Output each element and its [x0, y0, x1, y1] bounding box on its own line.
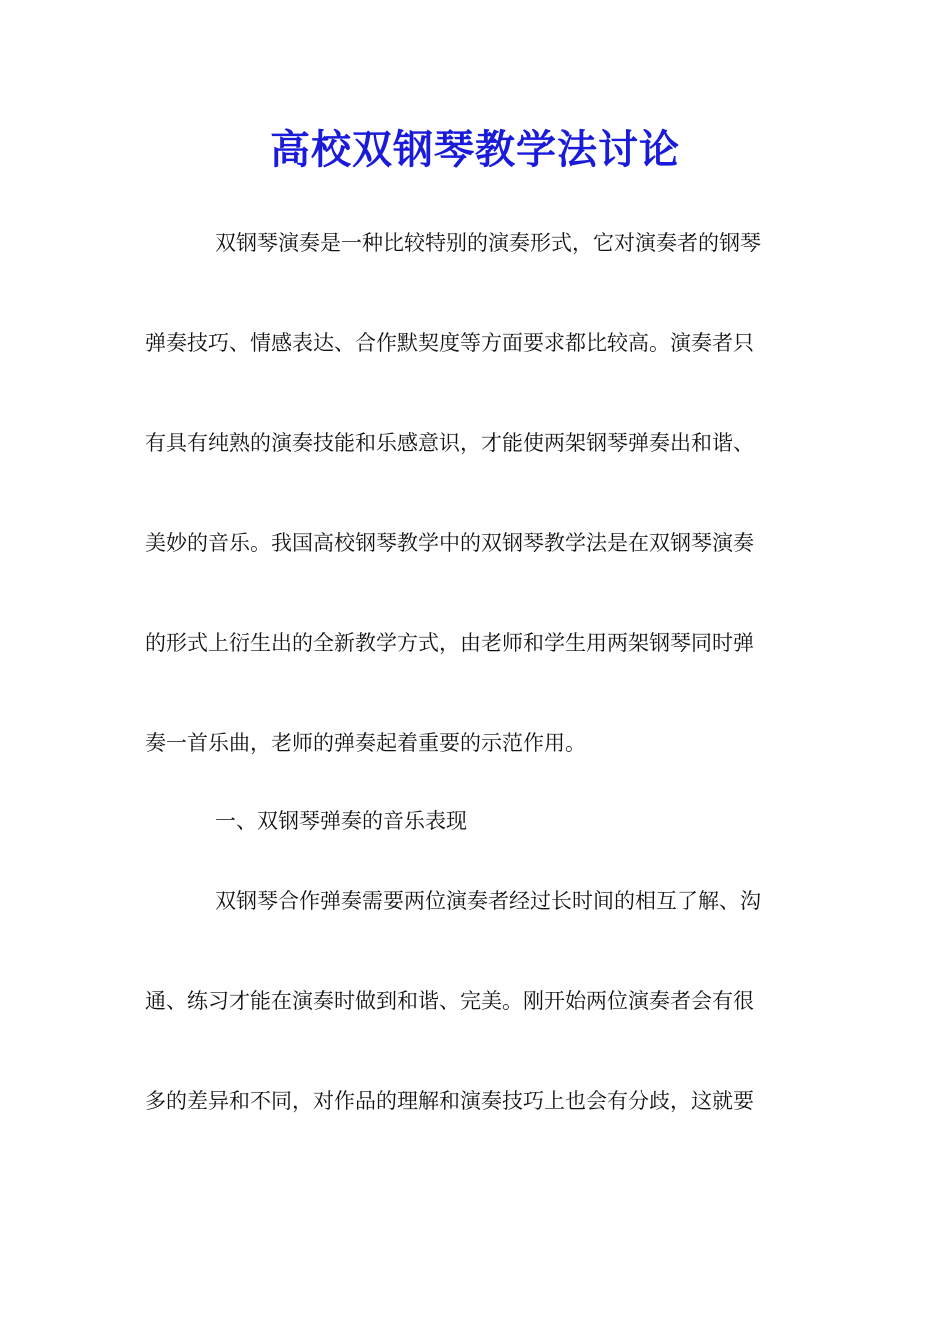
- document-title: 高校双钢琴教学法讨论: [270, 126, 680, 173]
- paragraph-1-line-6: 奏一首乐曲，老师的弹奏起着重要的示范作用。: [145, 731, 586, 755]
- paragraph-1-line-5: 的形式上衍生出的全新教学方式，由老师和学生用两架钢琴同时弹: [145, 631, 754, 655]
- paragraph-1-line-2: 弹奏技巧、情感表达、合作默契度等方面要求都比较高。演奏者只: [145, 331, 754, 355]
- paragraph-2-line-1: 双钢琴合作弹奏需要两位演奏者经过长时间的相互了解、沟: [215, 889, 761, 913]
- paragraph-1-line-3: 有具有纯熟的演奏技能和乐感意识，才能使两架钢琴弹奏出和谐、: [145, 431, 754, 455]
- section-1-heading: 一、双钢琴弹奏的音乐表现: [215, 809, 467, 833]
- paragraph-2-line-2: 通、练习才能在演奏时做到和谐、完美。刚开始两位演奏者会有很: [145, 989, 754, 1013]
- paragraph-1-line-1: 双钢琴演奏是一种比较特别的演奏形式，它对演奏者的钢琴: [215, 231, 761, 255]
- paragraph-2-line-3: 多的差异和不同，对作品的理解和演奏技巧上也会有分歧，这就要: [145, 1089, 754, 1113]
- paragraph-1-line-4: 美妙的音乐。我国高校钢琴教学中的双钢琴教学法是在双钢琴演奏: [145, 531, 754, 555]
